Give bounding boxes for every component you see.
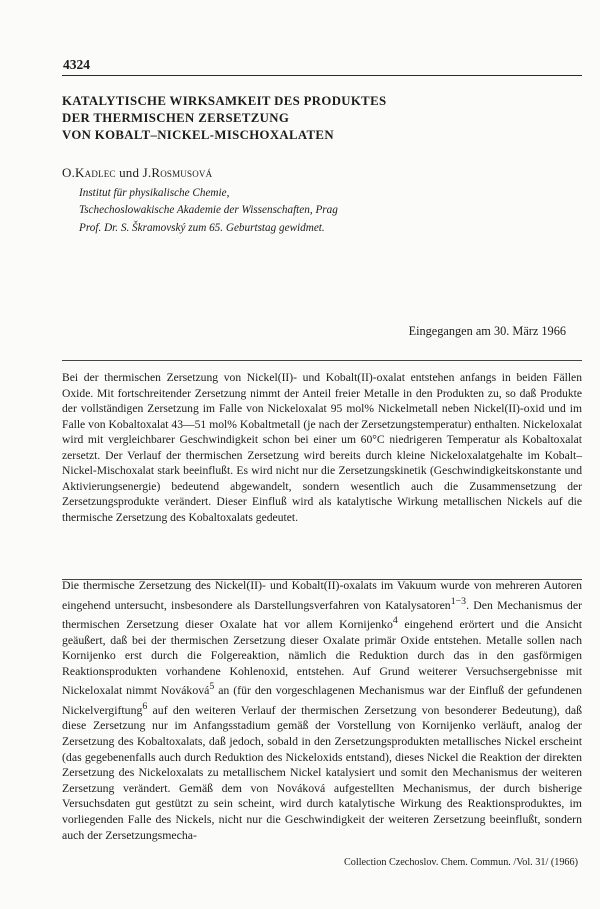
body-text-2: . Den Mechanismus der thermischen Zersetzung dieser Oxalate hat vor allem Kornijenko bbox=[62, 597, 582, 632]
body-text-5: auf den weiteren Verlauf der thermischen Zersetzung von besonderer Bedeutung), daß diese Zersetzung nur im Anfangsstadium gemäß der Vorstellung von Kornijenko verläuft, analog der Zersetzung des Kobaltoxalats, daß jedoch, sobald in den Zersetzungsprodukten metallisches Nickel erscheint (das gegebenenfalls auch durch Reduktion des Nickeloxids entstand), dieses Nickel die Reaktion der direkten Zersetzung des Nickeloxalats zu metallischem Nickel katalysiert und somit den Mechanismus der weiteren Zersetzung verändert. Gemäß dem von Nováková aufgestellten Mechanismus, der durch bisherige Versuchsdaten gut gestützt zu sein scheint, wird durch katalytische Wirkung des Reaktionsproduktes, im vorliegenden Falle des Nickels, nicht nur die Geschwindigkeit der weiteren Zersetzung beeinflußt, sondern auch der Zersetzungsmecha- bbox=[62, 702, 582, 842]
body-paragraph bbox=[62, 578, 582, 843]
affiliation-line-1: Institut für physikalische Chemie, bbox=[79, 187, 230, 199]
page-number: 4324 bbox=[63, 57, 90, 72]
citation-1: 1−3 bbox=[450, 595, 467, 607]
citation-3: 5 bbox=[209, 681, 215, 693]
affiliation bbox=[79, 185, 559, 219]
title-line-1: KATALYTISCHE WIRKSAMKEIT DES PRODUKTES bbox=[62, 94, 387, 108]
citation-2: 4 bbox=[392, 615, 398, 627]
author-1: O.Kadlec bbox=[62, 165, 116, 180]
citation-4: 6 bbox=[142, 700, 148, 712]
abstract: Bei der thermischen Zersetzung von Nickel(II)- und Kobalt(II)-oxalat entstehen anfangs in beiden Fällen Oxide. Mit fortschreitender Zersetzung nimmt der Anteil freier Metalle in den Produkten zu, so daß Produkte der vollständigen Zersetzung im Falle von Nickeloxalat 95 mol% Nickelmetall neben Nickel(II)-oxid und im Falle von Kobaltoxalat 43—51 mol% Kobaltmetall (je nach der Zersetzungstemperatur) enthalten. Nickeloxalat wird mit vergleichbarer Geschwindigkeit schon bei einer um 60°C niedrigeren Temperatur als Kobaltoxalat zersetzt. Der Verlauf der thermischen Zersetzung wird bereits durch kleine Nickeloxalatgehalte im Kobalt–Nickel-Mischoxalat stark beeinflußt. Es wird nicht nur die Zersetzungskinetik (Geschwindigkeitskonstante und Aktivierungsenergie) bedeutend abgewandelt, sondern wesentlich auch die Zusammensetzung der Zersetzungsprodukte verändert. Dieser Einfluß wird als katalytische Wirkung metallischen Nickels auf die thermische Zersetzung des Kobaltoxalats gedeutet. bbox=[62, 371, 582, 524]
received-date: Eingegangen am 30. März 1966 bbox=[408, 324, 566, 338]
author-conjunction: und bbox=[115, 165, 143, 180]
title-line-3: VON KOBALT–NICKEL-MISCHOXALATEN bbox=[62, 128, 334, 142]
header-rule bbox=[62, 75, 582, 76]
body-text-4: an (für den vorgeschlagenen Mechanismus war der Einfluß der gefundenen Nickelvergiftung bbox=[62, 683, 582, 717]
author-2: J.Rosmusová bbox=[142, 165, 213, 180]
title-line-2: DER THERMISCHEN ZERSETZUNG bbox=[62, 111, 290, 125]
authors bbox=[62, 165, 212, 181]
body-text-1: Die thermische Zersetzung des Nickel(II)- und Kobalt(II)-oxalats im Vakuum wurde von mehreren Autoren eingehend untersucht, insbesondere als Darstellungsverfahren von Katalysatoren bbox=[62, 578, 582, 612]
article-title bbox=[62, 93, 522, 144]
body-text-3: eingehend erörtert und die Ansicht geäußert, daß bei der thermischen Zersetzung dieser Oxalate primär Oxide entstehen. Metalle sollen nach Kornijenko erst durch die Folgereaktion, nämlich die Reduktion durch das in den gasförmigen Reaktionsprodukten vorhandene Kohlenoxid, entstehen. Auf Grund weiterer Versuchsergebnisse mit Nickeloxalat nimmt Nováková bbox=[62, 617, 582, 698]
affiliation-line-2: Tschechoslowakische Akademie der Wissenschaften, Prag bbox=[79, 204, 338, 216]
journal-footer: Collection Czechoslov. Chem. Commun. /Vol. 31/ (1966) bbox=[343, 857, 578, 868]
dedication: Prof. Dr. S. Škramovský zum 65. Geburtstag gewidmet. bbox=[79, 222, 325, 234]
